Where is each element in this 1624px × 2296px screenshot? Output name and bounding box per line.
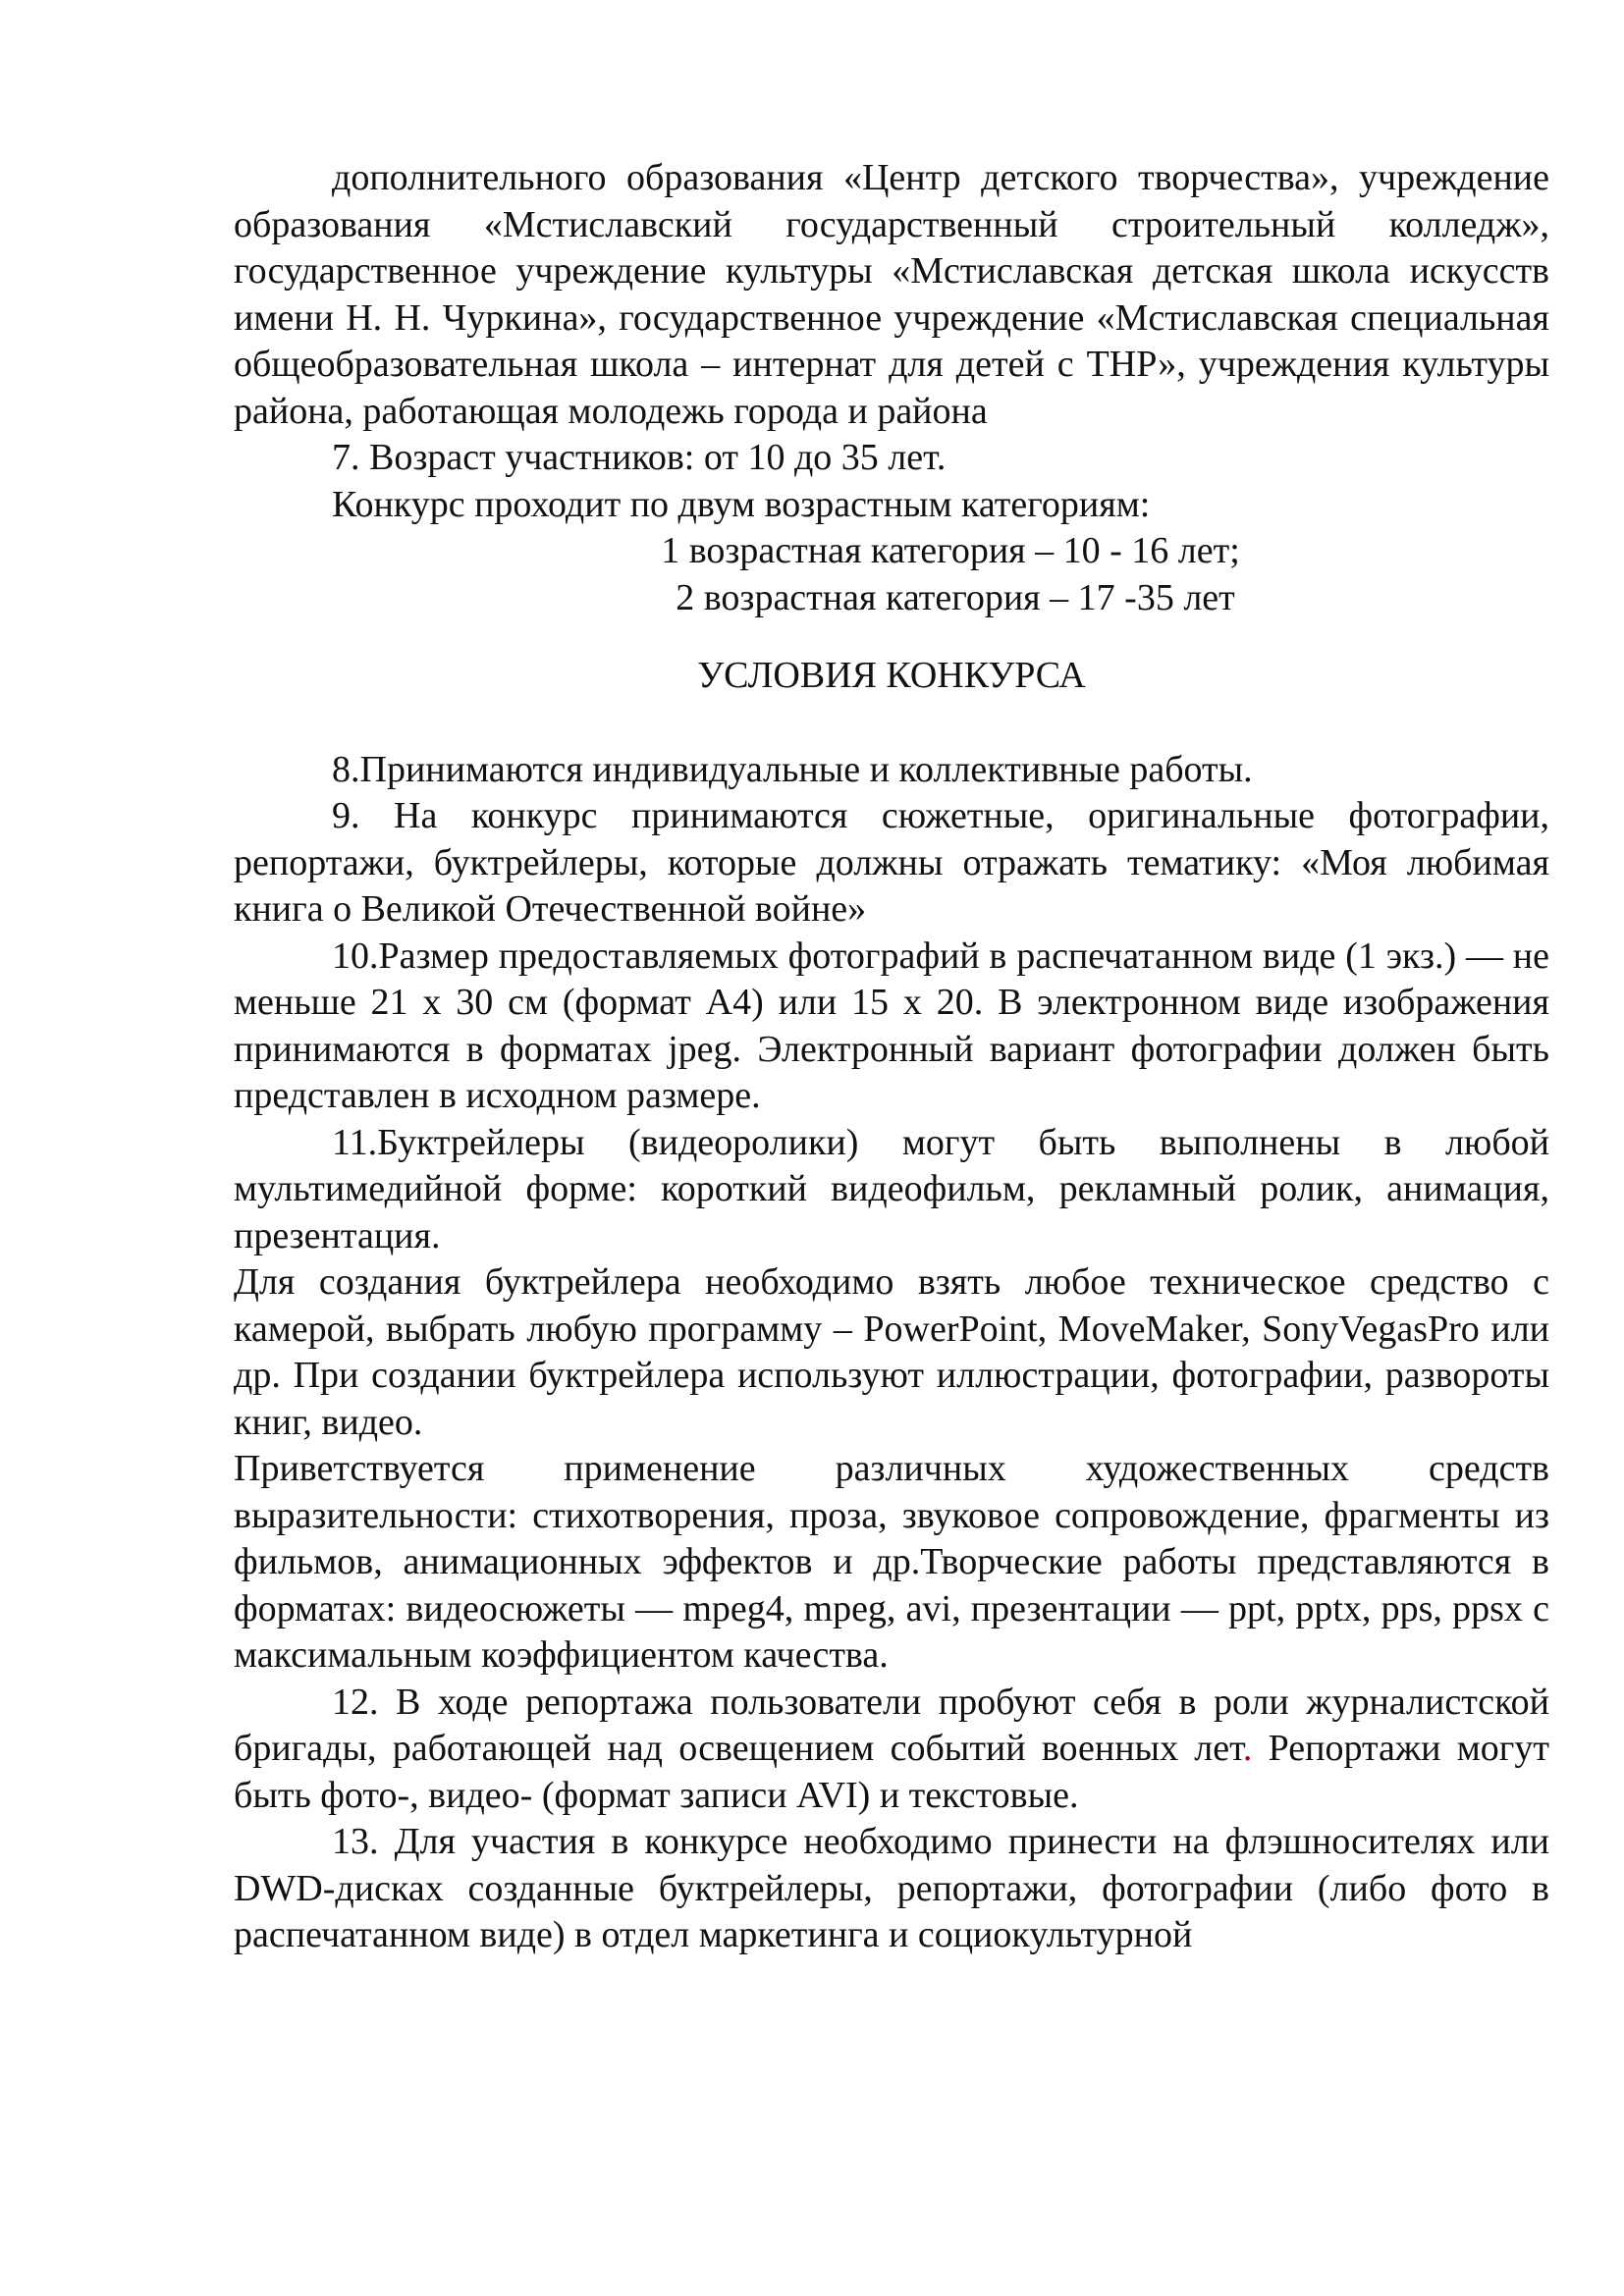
paragraph-11-formats: Приветствуется применение различных художественных средств выразительности: стихотворения, проза, звуковое сопровождение, фрагменты из фильмов, анимационных эффектов и др.Творческие работы представляются в форматах: видеосюжеты — mpeg4, mpeg, avi, презентации — ppt, pptx, pps, ppsx с максимальным коэффициентом качества.	[234, 1448, 1549, 1676]
paragraph-12-part-1: 12. В ходе репортажа пользователи пробуют себя в роли журналистской бригады, работающей над освещением событий военных лет	[234, 1681, 1549, 1769]
paragraph-9: 9. На конкурс принимаются сюжетные, оригинальные фотографии, репортажи, буктрейлеры, которые должны отражать тематику: «Моя любимая книга о Великой Отечественной войне»	[234, 795, 1549, 930]
age-category-2: 2 возрастная категория – 17 -35 лет	[676, 576, 1235, 618]
paragraph-12-red-dot: .	[1242, 1728, 1253, 1769]
paragraph-participants: дополнительного образования «Центр детского творчества», учреждение образования «Мстиславский государственный строительный колледж», государственное учреждение культуры «Мстиславская детская школа искусств имени Н. Н. Чуркина», государственное учреждение «Мстиславская специальная общеобразовательная школа – интернат для детей с ТНР», учреждения культуры района, работающая молодежь города и района	[234, 157, 1549, 432]
paragraph-13: 13. Для участия в конкурсе необходимо принести на флэшносителях или DWD-дисках созданные буктрейлеры, репортажи, фотографии (либо фото в распечатанном виде) в отдел маркетинга и социокультурной	[234, 1821, 1549, 1955]
paragraph-12	[234, 1680, 1549, 1820]
section-heading: УСЛОВИЯ КОНКУРСА	[697, 655, 1086, 696]
paragraph-11-booktrailer: Для создания буктрейлера необходимо взять любое техническое средство с камерой, выбрать любую программу – PowerPoint, MoveMaker, SonyVegasPro или др. При создании буктрейлера используют иллюстрации, фотографии, развороты книг, видео.	[234, 1261, 1549, 1443]
paragraph-10: 10.Размер предоставляемых фотографий в распечатанном виде (1 экз.) — не меньше 21 х 30 см (формат А4) или 15 х 20. В электронном виде изображения принимаются в форматах jpeg. Электронный вариант фотографии должен быть представлен в исходном размере.	[234, 934, 1549, 1116]
paragraph-12-part-2: Репортажи могут быть фото-, видео- (формат записи AVI) и текстовые.	[234, 1728, 1549, 1816]
paragraph-11: 11.Буктрейлеры (видеоролики) могут быть выполнены в любой мультимедийной форме: короткий видеофильм, рекламный ролик, анимация, презентация.	[234, 1121, 1549, 1256]
paragraph-age-categories: Конкурс проходит по двум возрастным категориям:	[332, 483, 1151, 525]
age-category-1: 1 возрастная категория – 10 - 16 лет;	[661, 530, 1240, 571]
paragraph-8: 8.Принимаются индивидуальные и коллективные работы.	[332, 748, 1253, 790]
document-page	[234, 155, 1549, 1959]
paragraph-age: 7. Возраст участников: от 10 до 35 лет.	[332, 437, 947, 478]
